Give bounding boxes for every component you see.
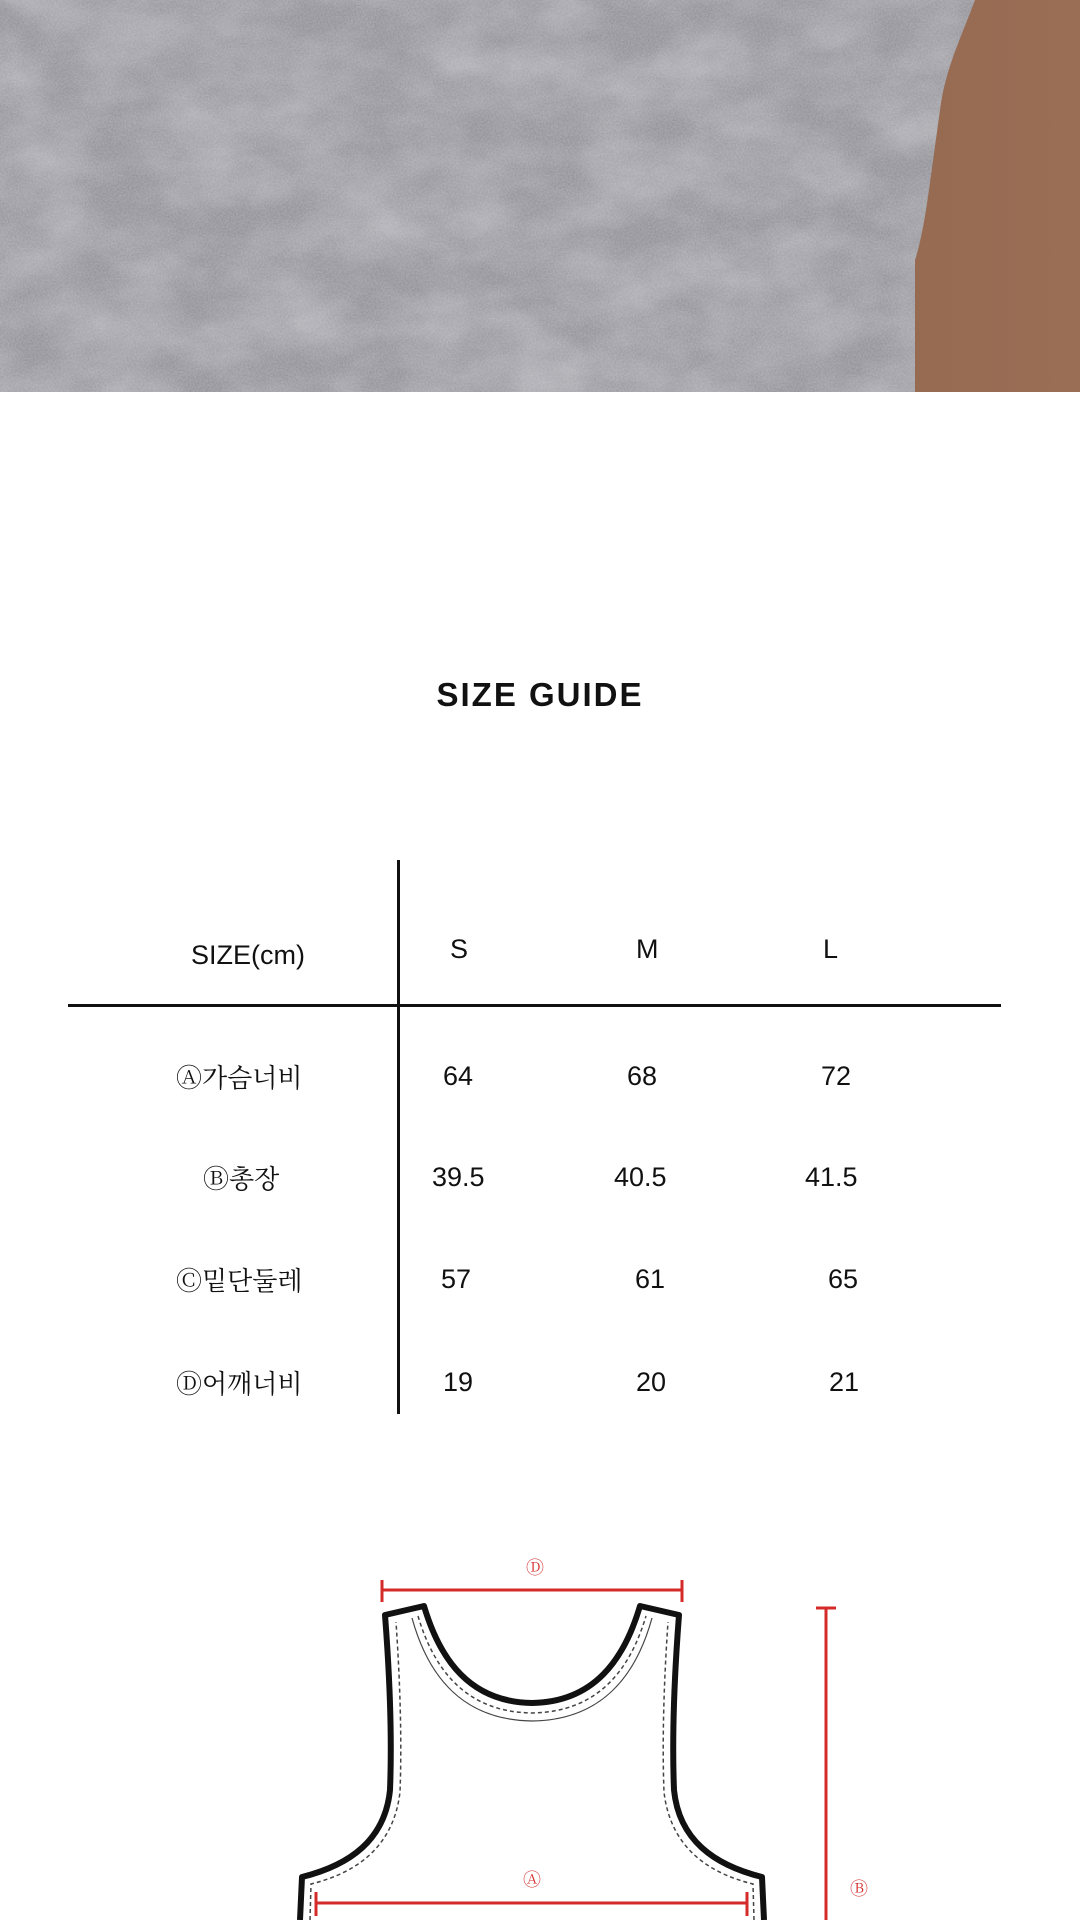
table-cell: 57 xyxy=(441,1264,472,1294)
row-label-chest-width: Ⓐ가슴너비 xyxy=(176,1064,303,1094)
table-cell: 21 xyxy=(829,1367,860,1397)
shoulder-marker-label: Ⓓ xyxy=(526,1558,544,1579)
tank-top-outline-illustration xyxy=(0,1540,1080,1920)
table-cell: 61 xyxy=(635,1264,666,1294)
table-header-divider xyxy=(68,1004,1001,1007)
size-column-l: L xyxy=(823,934,839,964)
row-label-total-length: Ⓑ총장 xyxy=(203,1165,280,1195)
table-vertical-divider xyxy=(397,860,400,1414)
chest-measure-line xyxy=(316,1892,747,1916)
table-cell: 40.5 xyxy=(614,1162,667,1192)
table-cell: 68 xyxy=(627,1061,658,1091)
shoulder-measure-line xyxy=(382,1580,682,1602)
table-cell: 64 xyxy=(443,1061,474,1091)
chest-marker-label: Ⓐ xyxy=(523,1870,541,1891)
page-title: SIZE GUIDE xyxy=(436,676,644,713)
row-label-hem-circumference: Ⓒ밑단둘레 xyxy=(176,1267,303,1297)
table-cell: 19 xyxy=(443,1367,474,1397)
size-header-label: SIZE(cm) xyxy=(191,940,305,970)
size-column-s: S xyxy=(450,934,469,964)
table-cell: 65 xyxy=(828,1264,859,1294)
row-label-shoulder-width: Ⓓ어깨너비 xyxy=(176,1370,303,1400)
table-cell: 20 xyxy=(636,1367,667,1397)
table-cell: 41.5 xyxy=(805,1162,858,1192)
length-measure-line xyxy=(816,1608,836,1920)
table-cell: 39.5 xyxy=(432,1162,485,1192)
size-column-m: M xyxy=(636,934,659,964)
table-cell: 72 xyxy=(821,1061,852,1091)
measurement-diagram xyxy=(0,1540,1080,1920)
length-marker-label: Ⓑ xyxy=(850,1879,868,1900)
